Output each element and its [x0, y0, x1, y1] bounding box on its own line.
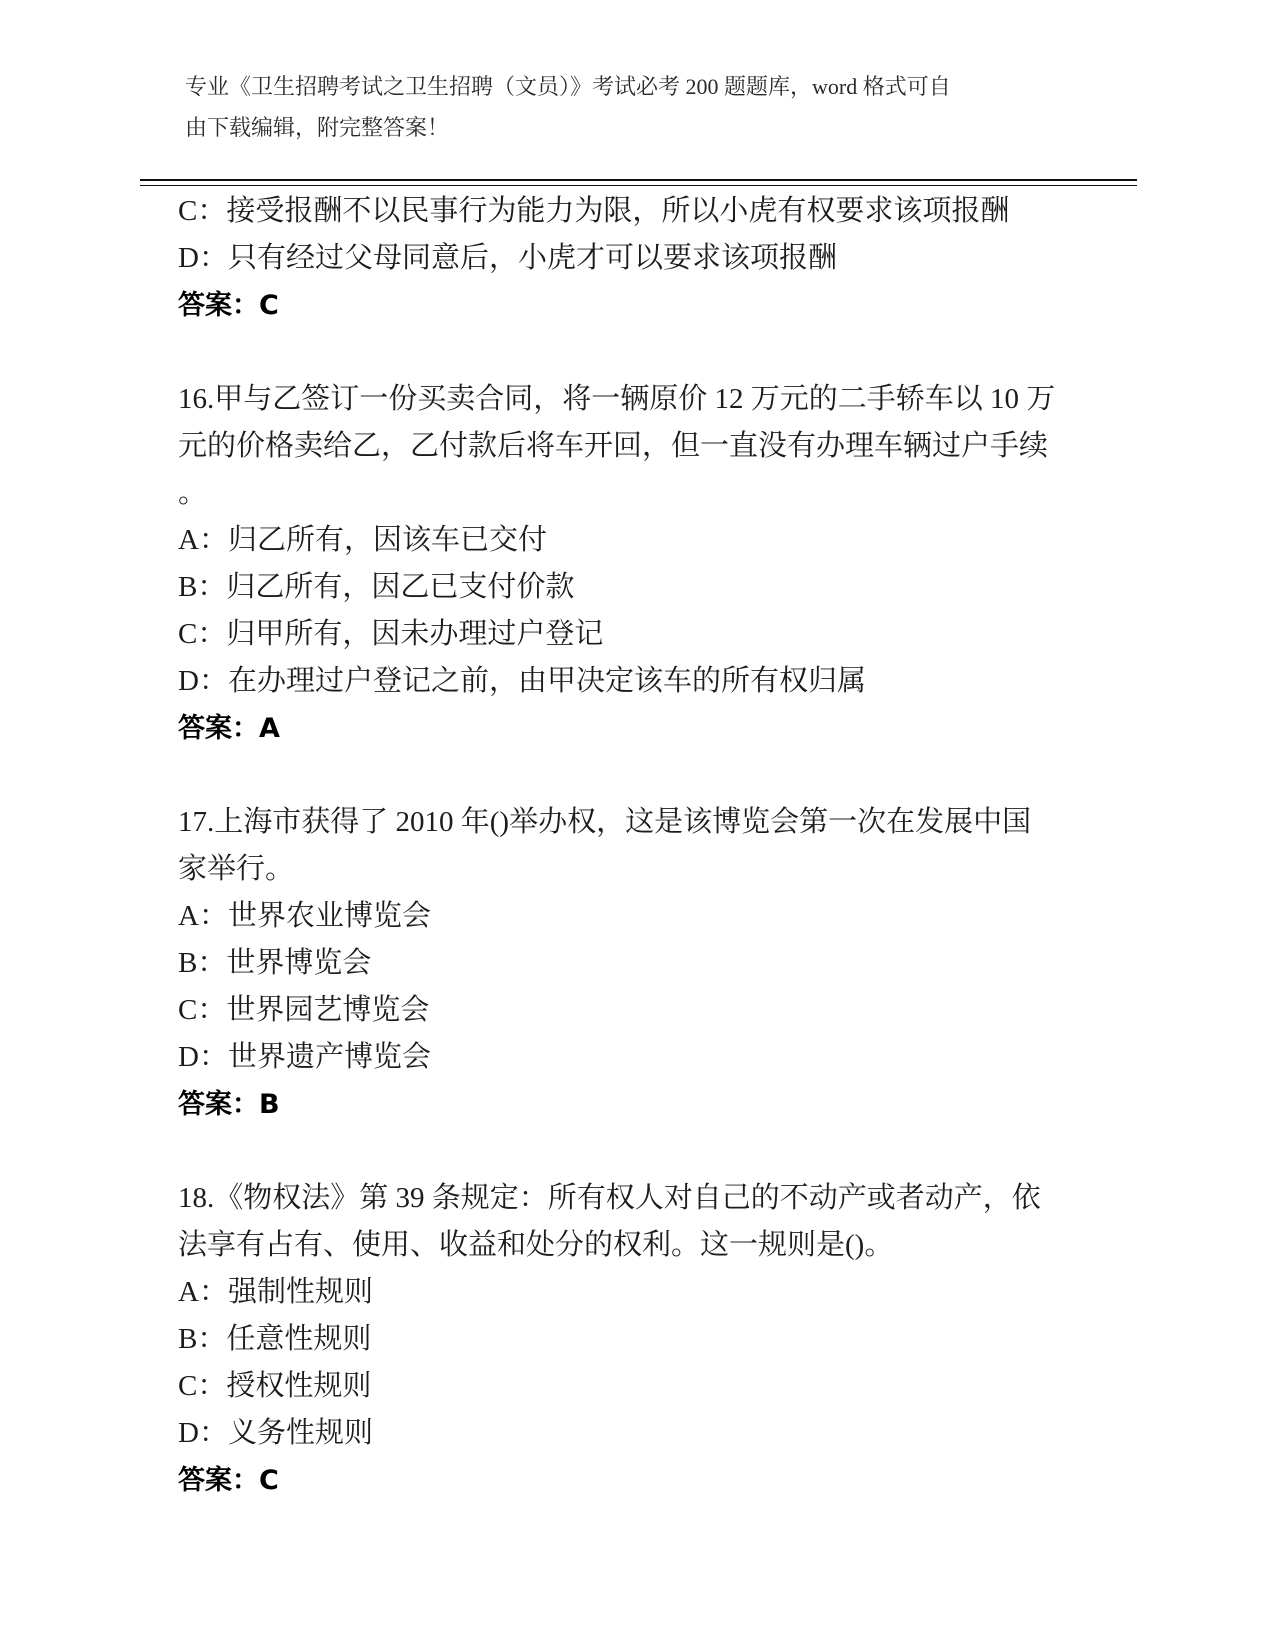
option-line-c: C：授权性规则 [178, 1370, 372, 1402]
header-title-line-2: 由下载编辑，附完整答案！ [185, 115, 450, 140]
option-line-c: C：世界园艺博览会 [178, 994, 430, 1026]
option-line-b: B：归乙所有，因乙已支付价款 [178, 571, 575, 603]
option-line-d: D：只有经过父母同意后，小虎才可以要求该项报酬 [178, 242, 837, 274]
answer-line: 答案：A [178, 713, 280, 744]
question-text-line: 元的价格卖给乙，乙付款后将车开回，但一直没有办理车辆过户手续 [178, 430, 1049, 462]
answer-line: 答案：C [178, 290, 279, 321]
option-line-a: A：世界农业博览会 [178, 900, 431, 932]
question-text-line: 18.《物权法》第 39 条规定：所有权人对自己的不动产或者动产，依 [178, 1182, 1041, 1214]
option-line-c: C：接受报酬不以民事行为能力为限，所以小虎有权要求该项报酬 [178, 195, 1010, 227]
option-line-c: C：归甲所有，因未办理过户登记 [178, 618, 604, 650]
question-text-line: 17.上海市获得了 2010 年()举办权，这是该博览会第一次在发展中国 [178, 806, 1032, 838]
question-block-15-continuation [178, 188, 1138, 329]
document-body [178, 188, 1138, 1504]
question-text-line: 。 [178, 477, 208, 509]
question-text-line: 法享有占有、使用、收益和处分的权利。这一规则是()。 [178, 1229, 894, 1261]
question-text-line: 16.甲与乙签订一份买卖合同，将一辆原价 12 万元的二手轿车以 10 万 [178, 383, 1056, 415]
option-line-d: D：在办理过户登记之前，由甲决定该车的所有权归属 [178, 665, 866, 697]
option-line-a: A：强制性规则 [178, 1276, 373, 1308]
option-line-d: D：义务性规则 [178, 1417, 373, 1449]
question-block-18 [178, 1175, 1138, 1504]
answer-line: 答案：B [178, 1089, 280, 1120]
answer-line: 答案：C [178, 1465, 279, 1496]
question-block-16 [178, 376, 1138, 752]
option-line-b: B：世界博览会 [178, 947, 372, 979]
option-line-b: B：任意性规则 [178, 1323, 372, 1355]
question-block-17 [178, 799, 1138, 1128]
header-title-line-1: 专业《卫生招聘考试之卫生招聘（文员）》考试必考 200 题题库，word 格式可自 [185, 74, 951, 99]
option-line-a: A：归乙所有，因该车已交付 [178, 524, 547, 556]
header-divider-rule [140, 179, 1137, 186]
question-text-line: 家举行。 [178, 853, 295, 885]
option-line-d: D：世界遗产博览会 [178, 1041, 431, 1073]
page-header [185, 66, 1145, 148]
